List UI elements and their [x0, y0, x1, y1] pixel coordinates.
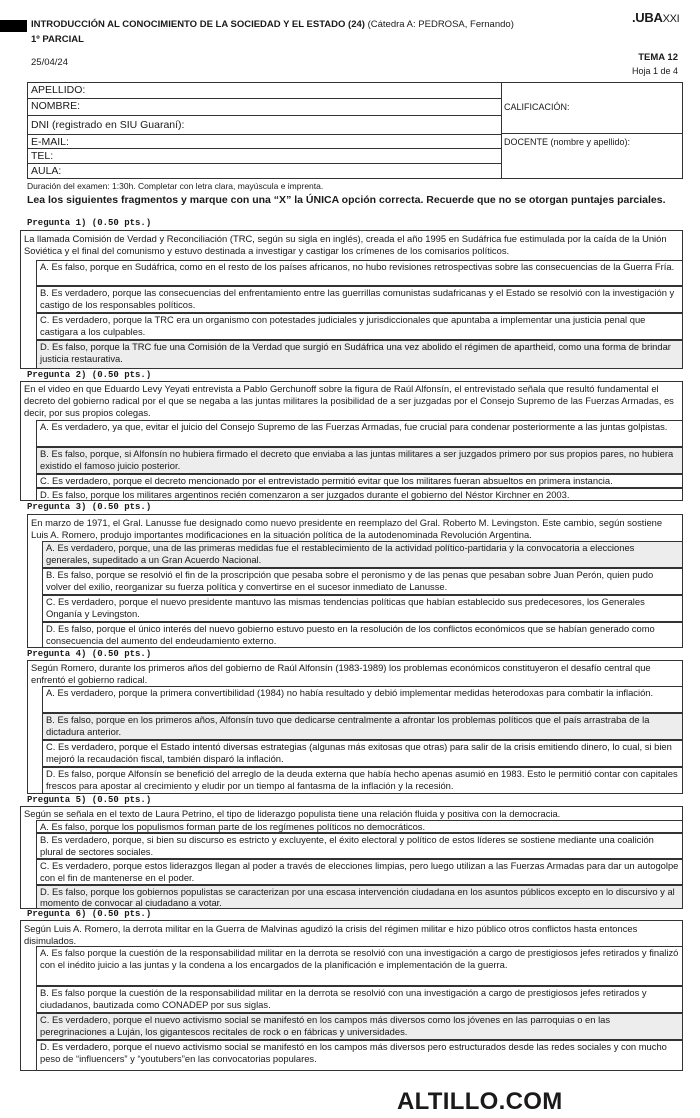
q4-option-a[interactable]: A. Es verdadero, porque la primera convertibilidad (1984) no había resultado y debió implementar medidas heterodoxas para combatir la inflación.	[42, 686, 683, 713]
q3-option-b[interactable]: B. Es falso, porque se resolvió el fin de la proscripción que pesaba sobre el peronismo y de las penas que pesaban sobre Juan Perón, quien pudo volver del exilio, reorganizar su fuerza política y convertirse en el sucesor inmediato de Lanusse.	[42, 568, 683, 595]
q1-option-d[interactable]: D. Es falso, porque la TRC fue una Comisión de la Verdad que surgió en Sudáfrica una vez abolido el régimen de apartheid, como una forma de brindar justicia restaurativa.	[36, 340, 683, 369]
q6-option-a[interactable]: A. Es falso porque la cuestión de la responsabilidad militar en la derrota se resolvió con una investigación a cargo de prestigiosos jefes retirados y finalizó con el inédito juicio a las juntas y la condena a los encargados de la planificación e implementación de la guerra.	[36, 946, 683, 986]
q2-option-c[interactable]: C. Es verdadero, porque el decreto mencionado por el entrevistado permitió evitar que los militares fueran absueltos en primera instancia.	[36, 474, 683, 488]
q2-option-d[interactable]: D. Es falso, porque los militares argentinos recién comenzaron a ser juzgados durante el gobierno del Néstor Kirchner en 2003.	[36, 488, 683, 501]
q5-option-a[interactable]: A. Es falso, porque los populismos forman parte de los regímenes políticos no democráticos.	[36, 820, 683, 833]
q1-option-c[interactable]: C. Es verdadero, porque la TRC era un organismo con potestades judiciales y jurisdiccionales que apuntaba a implementar una justicia penal que castigara a los culpables.	[36, 313, 683, 340]
q4-option-b[interactable]: B. Es falso, porque en los primeros años, Alfonsín tuvo que dedicarse centralmente a afrontar los problemas políticos que el país arrastraba de la dictadura anterior.	[42, 713, 683, 740]
altillo-watermark: ALTILLO.COM	[397, 1088, 563, 1115]
question-5-stem: Según se señala en el texto de Laura Petrino, el tipo de liderazgo populista tiene una relación fluida y positiva con la democracia.	[24, 808, 561, 819]
q2-option-b[interactable]: B. Es falso, porque, si Alfonsín no hubiera firmado el decreto que enviaba a las juntas militares a ser juzgados primero por sus propios pares, no hubiera existido el famoso juicio posterior.	[36, 447, 683, 474]
question-5-label: Pregunta 5) (0.50 pts.)	[27, 795, 152, 805]
uba-xxi-logo	[632, 10, 679, 25]
question-6-stem: Según Luis A. Romero, la derrota militar en la Guerra de Malvinas agudizó la crisis del régimen militar e hizo público otros conflictos hasta entonces disimulados.	[24, 923, 638, 946]
q5-option-d[interactable]: D. Es falso, porque los gobiernos populistas se caracterizan por una escasa intervención ciudadana en los asuntos públicos excepto en lo discursivo y al momento de convocar al ciudadano a votar.	[36, 885, 683, 909]
question-4-stem: Según Romero, durante los primeros años del gobierno de Raúl Alfonsín (1983-1989) los problemas económicos constituyeron el desafío central que enfrentó el gobierno radical.	[31, 662, 651, 685]
q3-option-a[interactable]: A. Es verdadero, porque, una de las primeras medidas fue el restablecimiento de la actividad político-partidaria y la convocatoria a elecciones generales, supeditado a un Gran Acuerdo Nacional.	[42, 541, 683, 568]
calificacion-label: CALIFICACIÓN:	[504, 102, 570, 112]
email-field[interactable]: E-MAIL:	[28, 135, 502, 149]
black-tab-marker	[0, 20, 27, 32]
dni-field[interactable]: DNI (registrado en SIU Guaraní):	[28, 116, 502, 135]
parcial-label: 1º PARCIAL	[31, 34, 84, 45]
question-3-label: Pregunta 3) (0.50 pts.)	[27, 502, 152, 512]
student-id-table	[27, 82, 683, 179]
exam-date: 25/04/24	[31, 57, 68, 68]
tema-label: TEMA 12	[638, 52, 678, 63]
q6-option-c[interactable]: C. Es verdadero, porque el nuevo activismo social se manifestó en los campos más diversos como los jóvenes en las parroquias o en las peregrinaciones a Luján, los gigantescos recitales de rock o en fábricas y universidades.	[36, 1013, 683, 1040]
q3-option-d[interactable]: D. Es falso, porque el único interés del nuevo gobierno estuvo puesto en la resolución de los conflictos económicos que se habían generado como consecuencia del aumento del endeudamiento externo.	[42, 622, 683, 648]
nombre-field[interactable]: NOMBRE:	[28, 99, 502, 116]
instructions: Lea los siguientes fragmentos y marque con una “X” la ÚNICA opción correcta. Recuerde que no se otorgan puntajes parciales.	[27, 194, 666, 206]
question-1-label: Pregunta 1) (0.50 pts.)	[27, 218, 152, 228]
q1-option-a[interactable]: A. Es falso, porque en Sudáfrica, como en el resto de los países africanos, no hubo revisiones retrospectivas sobre las consecuencias de la Guerra Fría.	[36, 260, 683, 286]
student-fields	[28, 83, 502, 178]
q1-option-b[interactable]: B. Es verdadero, porque las consecuencias del enfrentamiento entre las guerrillas comunistas sudafricanas y el Estado se resolvió con la investigación y castigo de los responsables políticos.	[36, 286, 683, 313]
duration-note: Duración del examen: 1:30h. Completar con letra clara, mayúscula e imprenta.	[27, 181, 324, 191]
aula-field[interactable]: AULA:	[31, 165, 62, 177]
logo-uba: .UBA	[632, 10, 663, 25]
q2-option-a[interactable]: A. Es verdadero, ya que, evitar el juicio del Consejo Supremo de las Fuerzas Armadas, fue crucial para condenar posteriormente a las juntas golpistas.	[36, 420, 683, 447]
question-1-stem: La llamada Comisión de Verdad y Reconciliación (TRC, según su sigla en inglés), creada el año 1995 en Sudáfrica fue estimulada por la caída de la Unión Soviética y el final del comunismo y estuvo destinada a investigar y castigar los crímenes de los comisarios políticos.	[24, 233, 667, 256]
question-2-label: Pregunta 2) (0.50 pts.)	[27, 370, 152, 380]
q4-option-c[interactable]: C. Es verdadero, porque el Estado intentó diversas estrategias (algunas más exitosas que otras) para salir de la crisis emitiendo dinero, lo cual, si bien mejoró la recaudación fiscal, también disparó la inflación.	[42, 740, 683, 767]
course-name: INTRODUCCIÓN AL CONOCIMIENTO DE LA SOCIEDAD Y EL ESTADO (24)	[31, 19, 365, 30]
logo-xxi: XXI	[662, 13, 680, 25]
apellido-field[interactable]: APELLIDO:	[28, 83, 502, 99]
q3-option-c[interactable]: C. Es verdadero, porque el nuevo presidente mantuvo las mismas tendencias políticas que habían establecido sus predecesores, los Generales Onganía y Levingston.	[42, 595, 683, 622]
docente-label: DOCENTE (nombre y apellido):	[504, 137, 631, 147]
course-title	[31, 19, 514, 30]
q5-option-c[interactable]: C. Es verdadero, porque estos liderazgos llegan al poder a través de elecciones limpias, pero luego utilizan a las Fuerzas Armadas para dar un autogolpe con el fin de mantenerse en el poder.	[36, 859, 683, 885]
page-indicator: Hoja 1 de 4	[631, 66, 678, 76]
question-2-stem: En el video en que Eduardo Levy Yeyati entrevista a Pablo Gerchunoff sobre la figura de Raúl Alfonsín, el entrevistado señala que resultó fundamental el decreto del gobierno radical por el que se negaba a las juntas militares la posibilidad de a ser juzgadas por el Consejo Supremo de las Fuerzas Armadas, es decir, por sus propios colegas.	[24, 383, 674, 418]
question-4-label: Pregunta 4) (0.50 pts.)	[27, 649, 152, 659]
catedra-info: (Cátedra A: PEDROSA, Fernando)	[367, 19, 514, 30]
q6-option-b[interactable]: B. Es falso porque la cuestión de la responsabilidad militar en la derrota se resolvió con una investigación a cargo de prestigiosos jefes retirados y ciudadanos, bautizada como CONADEP por sus siglas.	[36, 986, 683, 1013]
question-3-stem: En marzo de 1971, el Gral. Lanusse fue designado como nuevo presidente en reemplazo del Gral. Roberto M. Levingston. Este cambio, según sostiene Luis A. Romero, produjo importantes modificaciones en la situación política de la autodenominada Revolución Argentina.	[31, 517, 663, 540]
q5-option-b[interactable]: B. Es verdadero, porque, si bien su discurso es estricto y excluyente, el éxito electoral y político de estos líderes se sostiene mediante una coalición plural de sectores sociales.	[36, 833, 683, 859]
q4-option-d[interactable]: D. Es falso, porque Alfonsín se benefició del arreglo de la deuda externa que había hecho apenas asumió en 1983. Esto le permitió contar con capitales frescos para apostar al crecimiento y eludir por un tiempo al fantasma de la inflación y la recesión.	[42, 767, 683, 794]
tel-field[interactable]: TEL:	[28, 149, 502, 164]
q6-option-d[interactable]: D. Es verdadero, porque el nuevo activismo social se manifestó en los campos más diversos pero estructurados desde las redes sociales y con mucho peso de “influencers” y “youtubers”en las convocatorias populares.	[36, 1040, 683, 1071]
question-6-label: Pregunta 6) (0.50 pts.)	[27, 909, 152, 919]
right-divider	[502, 133, 682, 134]
